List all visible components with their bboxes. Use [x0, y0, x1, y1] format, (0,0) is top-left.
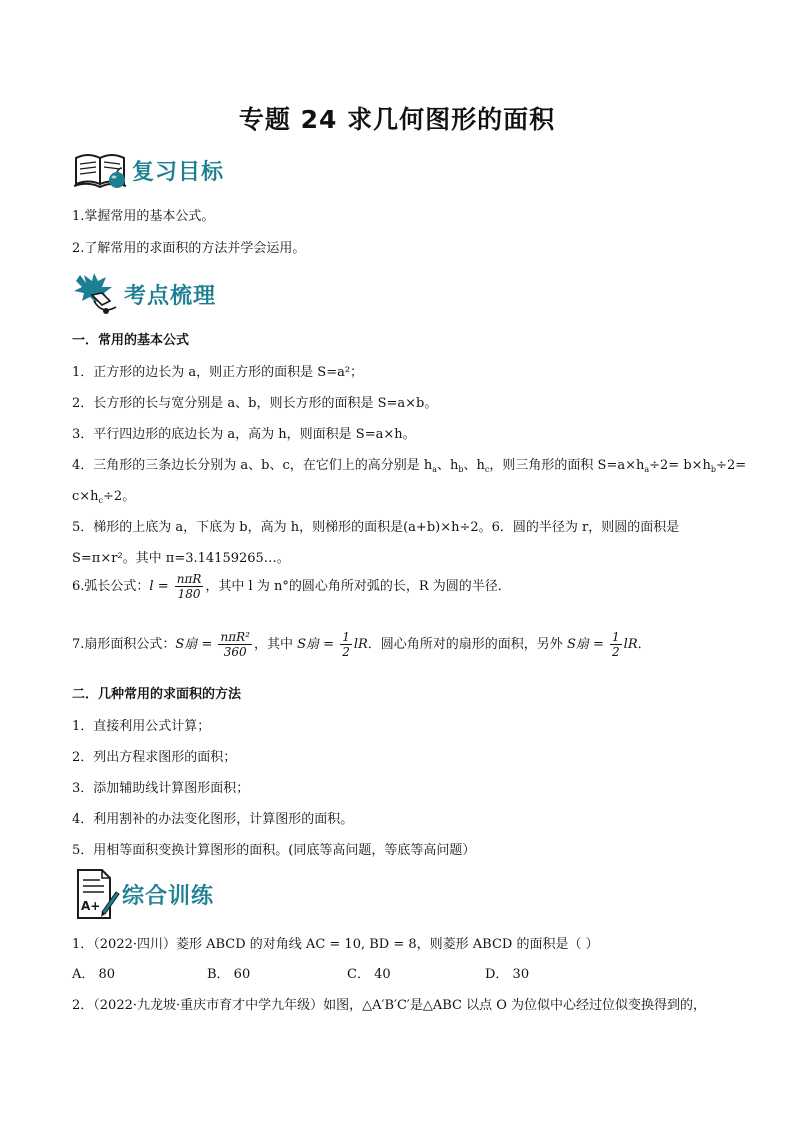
section-points-heading — [72, 272, 216, 316]
formula-7: 7.扇形面积公式：S扇 = $\frac{\text{nπR²}}{360}$ ，其中 S扇 = $\frac{1}{2}$ lR．圆心角所对的扇形的面积，另外 S扇 = $\frac{1}{2}$ lR． — [72, 630, 651, 659]
formula-2: 2．长方形的长与宽分别是 a、b，则长方形的面积是 S=a×b。 — [72, 396, 438, 411]
formula-4-line-1: 4．三角形的三条边长分别为 a、b、c，在它们上的高分别是 $h_a$、$h_b$、$h_c$，则三角形的面积 $S=a\times h_a\div 2= b\times h_b\div 2=$ — [72, 458, 747, 474]
review-item-1: 1.掌握常用的基本公式。 — [72, 209, 215, 224]
arc-length-fraction: $\frac{\text{nπR}}{180}$ — [176, 572, 202, 601]
formula-6: 6.弧长公式：l = $\frac{\text{nπR}}{180}$ ，其中 l 为 n°的圆心角所对弧的长，R 为圆的半径． — [72, 572, 511, 601]
method-3: 3．添加辅助线计算图形面积； — [72, 781, 250, 796]
method-2: 2．列出方程求图形的面积； — [72, 750, 237, 765]
q1-choice-b[interactable]: B． 60 — [207, 967, 251, 982]
q1-choice-c[interactable]: C． 40 — [347, 967, 391, 982]
formula-3: 3．平行四边形的底边长为 a，高为 h，则面积是 S=a×h。 — [72, 427, 416, 442]
half-fraction-2: $\frac{1}{2}$ — [612, 630, 620, 659]
paper-a-plus-pen-icon — [72, 866, 120, 922]
formula-1: 1．正方形的边长为 a，则正方形的面积是 S=a²； — [72, 365, 364, 380]
svg-text:A+: A+ — [81, 899, 101, 913]
q1-choice-a[interactable]: A． 80 — [72, 967, 116, 982]
formula-4-line-2: $c\times h_c\div 2$。 — [72, 489, 136, 505]
q1-choice-d[interactable]: D． 30 — [485, 967, 530, 982]
method-5: 5．用相等面积变换计算图形的面积。(同底等高问题，等底等高问题） — [72, 843, 476, 858]
section-review-heading — [72, 148, 224, 192]
formula-5-line-1: 5．梯形的上底为 a，下底为 b，高为 h，则梯形的面积是(a+b)×h÷2。6．圆的半径为 r，则圆的面积是 — [72, 520, 680, 535]
formula-5-line-2: S=π×r²。其中 π=3.14159265…。 — [72, 551, 290, 566]
half-fraction: $\frac{1}{2}$ — [342, 630, 350, 659]
formulas-heading: 一．常用的基本公式 — [72, 333, 190, 348]
section-practice-heading — [72, 866, 214, 922]
open-book-apple-icon — [72, 148, 130, 192]
review-item-2: 2.了解常用的求面积的方法并学会运用。 — [72, 241, 306, 256]
section-practice-label: 综合训练 — [122, 883, 215, 909]
section-points-label: 考点梳理 — [124, 283, 217, 309]
methods-heading: 二．几种常用的求面积的方法 — [72, 687, 242, 702]
question-2: 2．（2022·九龙坡·重庆市育才中学九年级）如图，△A′B′C′是△ABC 以点 O 为位似中心经过位似变换得到的， — [72, 998, 707, 1013]
page-title: 专题 24 求几何图形的面积 — [238, 105, 556, 134]
method-1: 1．直接利用公式计算； — [72, 719, 211, 734]
maple-leaf-bell-icon — [72, 271, 122, 317]
question-1: 1．（2022·四川）菱形 ABCD 的对角线 AC = 10, BD = 8，则菱形 ABCD 的面积是（ ） — [72, 937, 599, 952]
section-review-label: 复习目标 — [132, 159, 225, 185]
method-4: 4．利用割补的办法变化图形，计算图形的面积。 — [72, 812, 354, 827]
sector-area-fraction: $\frac{\text{nπR²}}{360}$ — [220, 630, 250, 659]
